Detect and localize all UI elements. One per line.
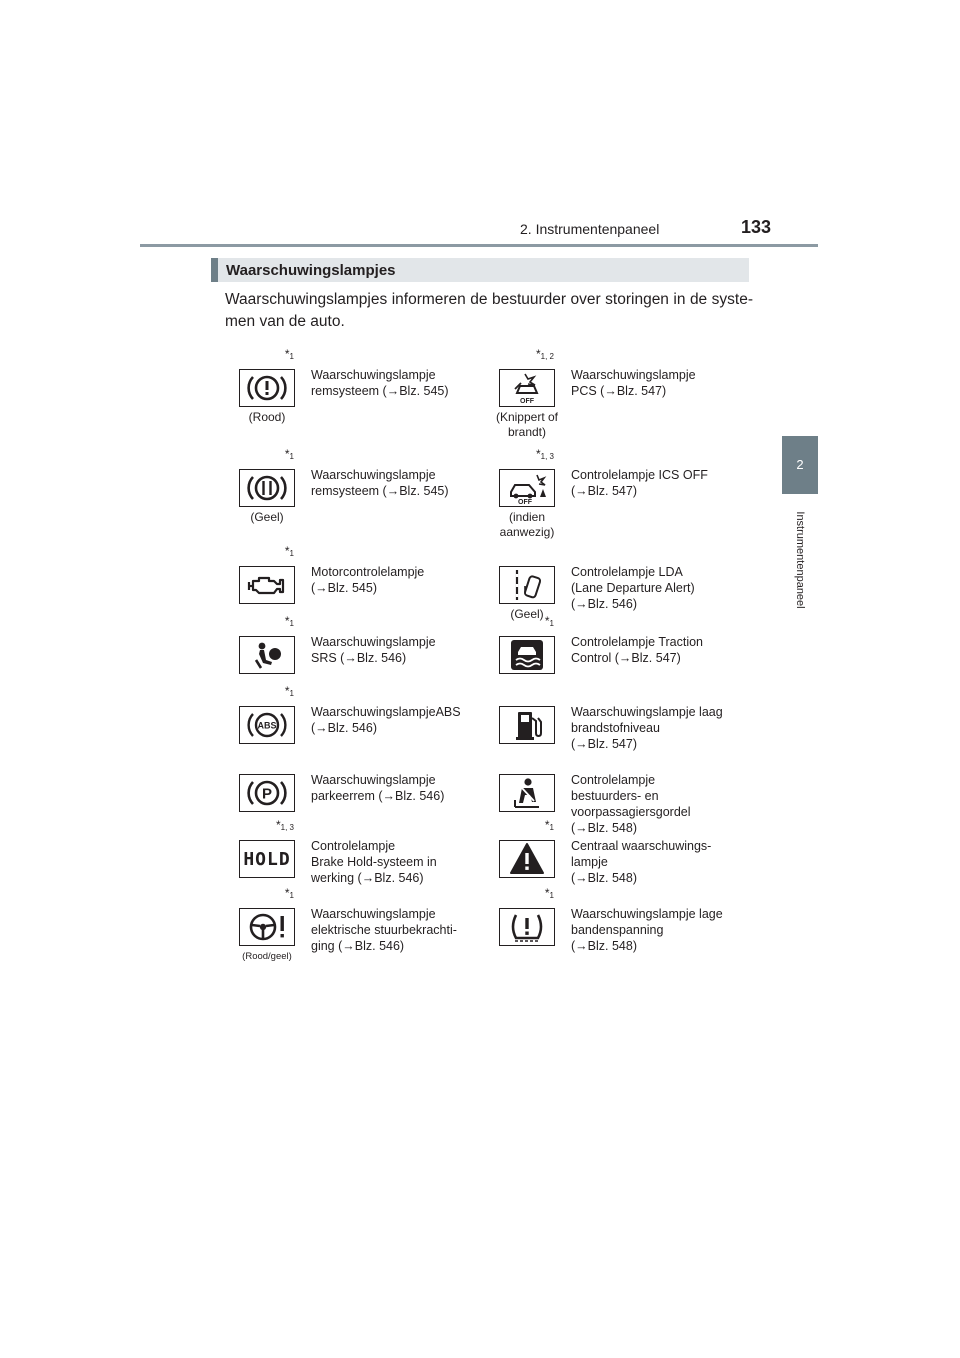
lamp-description	[571, 704, 746, 752]
footnote-marker: $*_1$	[284, 886, 294, 900]
lamp-description	[311, 772, 486, 804]
lamp-description	[311, 367, 486, 399]
footnote-marker: $*_1$	[284, 684, 294, 698]
description-line: ging (→Blz. 546)	[311, 939, 405, 953]
lamp-entry	[494, 614, 754, 690]
description-line: Waarschuwingslampje	[311, 468, 436, 482]
description-line: Controlelampje ICS OFF	[571, 468, 708, 482]
lamp-description	[311, 634, 486, 666]
lamp-description	[571, 906, 746, 954]
lamp-entry	[234, 614, 494, 690]
description-line: bestuurders- en	[571, 789, 659, 803]
footnote-marker: $*_1$	[284, 347, 294, 361]
lamp-entry	[234, 886, 494, 962]
footnote-marker: $*_1$	[544, 614, 554, 628]
pcs-off-icon	[499, 369, 555, 407]
lamp-entry	[234, 544, 494, 620]
abs-icon	[239, 706, 295, 744]
description-line: PCS (→Blz. 547)	[571, 384, 667, 398]
section-title: Waarschuwingslampjes	[226, 262, 396, 279]
lamp-color-caption: (Rood/geel)	[242, 951, 292, 962]
description-line: Controlelampje LDA	[571, 565, 683, 579]
section-heading	[211, 258, 749, 282]
lamp-entry	[494, 818, 754, 894]
description-line: werking (→Blz. 546)	[311, 871, 424, 885]
lamp-entry	[234, 684, 494, 760]
lamp-entry	[234, 447, 494, 523]
lamp-entry	[494, 544, 754, 620]
description-line: Motorcontrolelampje	[311, 565, 425, 579]
lamp-entry	[234, 752, 494, 828]
description-line: (→Blz. 548)	[571, 939, 637, 953]
svg-text:P: P	[261, 785, 273, 803]
header-divider	[140, 244, 818, 247]
lamp-entry	[234, 347, 494, 423]
lamp-description	[571, 838, 746, 886]
lamp-description	[571, 467, 746, 499]
description-line: SRS (→Blz. 546)	[311, 651, 407, 665]
description-line: parkeerrem (→Blz. 546)	[311, 789, 445, 803]
footnote-marker: $*_{1, 3}$	[535, 447, 554, 461]
svg-text:OFF: OFF	[520, 398, 534, 405]
srs-airbag-icon	[239, 636, 295, 674]
description-line: (→Blz. 548)	[571, 821, 637, 835]
lamp-description	[571, 564, 746, 612]
tire-pressure-icon	[499, 908, 555, 946]
lamp-description	[311, 838, 486, 886]
footnote-marker: $*_{1, 2}$	[535, 347, 554, 361]
lamp-description	[311, 906, 486, 954]
lamp-color-caption: (Geel)	[250, 510, 284, 524]
description-line: Waarschuwingslampje	[311, 635, 436, 649]
description-line: brandstofniveau	[571, 721, 660, 735]
intro-paragraph: Waarschuwingslampjes informeren de bestuurder over storingen in de syste- men van de auto.	[225, 291, 753, 330]
description-line: WaarschuwingslampjeABS	[311, 705, 461, 719]
description-line: Waarschuwingslampje	[311, 773, 436, 787]
lamp-entry	[494, 347, 754, 439]
description-line: (Lane Departure Alert)	[571, 581, 695, 595]
power-steering-icon	[239, 908, 295, 946]
ics-off-icon	[499, 469, 555, 507]
description-line: (→Blz. 547)	[571, 484, 637, 498]
lamp-color-caption: (Knippert of brandt)	[495, 410, 559, 439]
footnote-marker: $*_{1, 3}$	[275, 818, 294, 832]
footnote-marker: $*_1$	[284, 544, 294, 558]
chapter-tab[interactable]: 2	[782, 436, 818, 494]
description-line: bandenspanning	[571, 923, 664, 937]
description-line: Waarschuwingslampje	[311, 907, 436, 921]
lamp-description	[311, 704, 486, 736]
hold-icon: HOLD	[239, 840, 295, 878]
description-line: Controlelampje	[311, 839, 396, 853]
lamp-description	[311, 564, 486, 596]
description-line: voorpassagiersgordel	[571, 805, 691, 819]
engine-check-icon	[239, 566, 295, 604]
description-line: Waarschuwingslampje	[311, 368, 436, 382]
svg-text:OFF: OFF	[518, 499, 532, 505]
lamp-entry	[494, 684, 754, 760]
description-line: Waarschuwingslampje laag	[571, 705, 723, 719]
footnote-marker: $*_1$	[544, 886, 554, 900]
description-line: Controlelampje	[571, 773, 656, 787]
chapter-title: 2. Instrumentenpaneel	[520, 221, 660, 237]
lamp-entry	[494, 447, 754, 539]
svg-text:ABS: ABS	[257, 720, 277, 731]
lamp-entry	[234, 818, 494, 894]
description-line: Control (→Blz. 547)	[571, 651, 681, 665]
brake-warning-parallel-icon	[239, 469, 295, 507]
fuel-pump-icon	[499, 706, 555, 744]
seatbelt-icon	[499, 774, 555, 812]
description-line: lampje	[571, 855, 608, 869]
description-line: elektrische stuurbekrachti-	[311, 923, 457, 937]
lamp-entry	[494, 752, 754, 835]
traction-control-icon	[499, 636, 555, 674]
description-line: (→Blz. 547)	[571, 737, 637, 751]
description-line: (→Blz. 546)	[311, 721, 377, 735]
description-line: Brake Hold-systeem in	[311, 855, 437, 869]
lamp-description	[571, 367, 746, 399]
lda-icon	[499, 566, 555, 604]
description-line: (→Blz. 546)	[571, 597, 637, 611]
lamp-description	[571, 634, 746, 666]
description-line: Waarschuwingslampje lage	[571, 907, 723, 921]
description-line: (→Blz. 548)	[571, 871, 637, 885]
lamp-color-caption: (indien aanwezig)	[499, 510, 555, 539]
page-number: 133	[741, 217, 772, 237]
lamp-description	[311, 467, 486, 499]
footnote-marker: $*_1$	[544, 818, 554, 832]
footnote-marker: $*_1$	[284, 614, 294, 628]
description-line: Centraal waarschuwings-	[571, 839, 712, 853]
lamp-color-caption: (Geel)	[510, 607, 544, 621]
description-line: remsysteem (→Blz. 545)	[311, 384, 449, 398]
description-line: Waarschuwingslampje	[571, 368, 696, 382]
lamp-color-caption: (Rood)	[248, 410, 286, 424]
lamp-entry	[494, 886, 754, 962]
description-line: (→Blz. 545)	[311, 581, 377, 595]
section-accent	[211, 258, 218, 282]
description-line: Controlelampje Traction	[571, 635, 704, 649]
footnote-marker: $*_1$	[284, 447, 294, 461]
chapter-side-label: Instrumentenpaneel	[794, 511, 806, 609]
parking-brake-icon	[239, 774, 295, 812]
brake-warning-circle-icon	[239, 369, 295, 407]
master-warning-icon	[499, 840, 555, 878]
description-line: remsysteem (→Blz. 545)	[311, 484, 449, 498]
